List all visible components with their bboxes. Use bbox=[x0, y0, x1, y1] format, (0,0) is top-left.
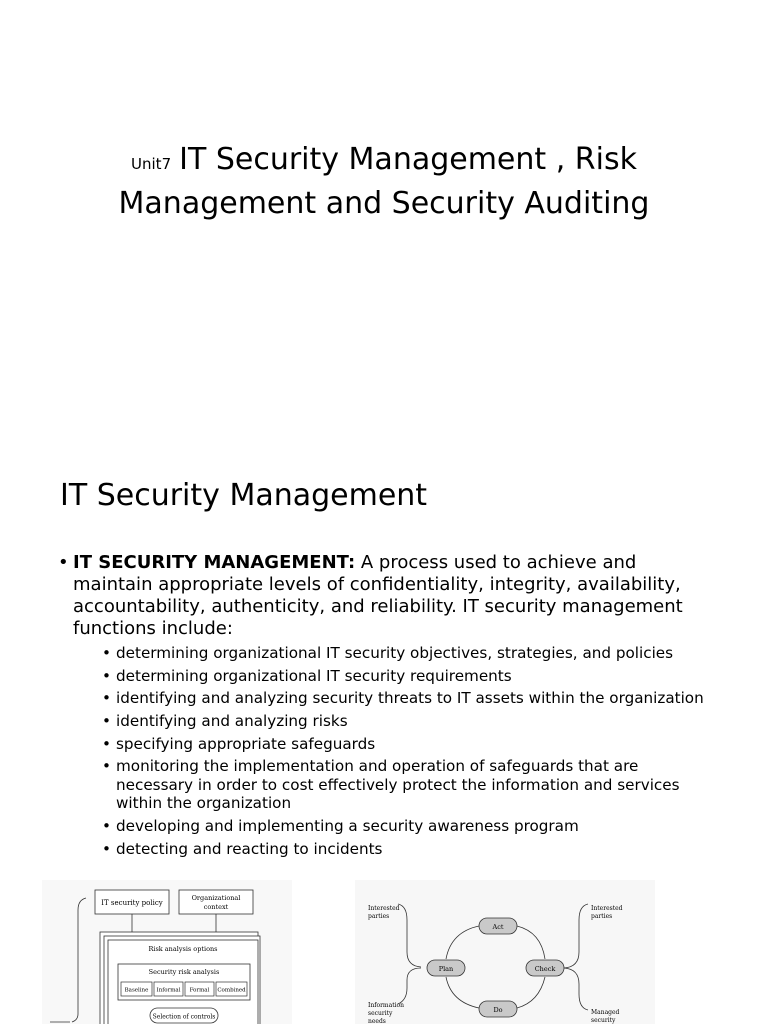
output-brace bbox=[564, 904, 588, 968]
sub-item bbox=[102, 689, 718, 708]
check-label: Check bbox=[534, 965, 556, 973]
controls-label: Selection of controls bbox=[152, 1013, 216, 1021]
unit-label: Unit7 bbox=[131, 155, 172, 173]
option-label: Informal bbox=[156, 987, 181, 994]
title-line-2: Management and Security Auditing bbox=[118, 186, 650, 221]
cycle-arrow bbox=[517, 977, 545, 1008]
sub-item bbox=[102, 840, 718, 859]
plan-label: Plan bbox=[438, 965, 454, 973]
cycle-arrow bbox=[446, 977, 479, 1008]
policy-label: IT security policy bbox=[101, 899, 163, 907]
bullet-icon: • bbox=[58, 552, 69, 573]
input-brace bbox=[398, 968, 421, 1004]
option-label: Formal bbox=[189, 987, 210, 994]
cycle-arrow bbox=[446, 926, 479, 959]
sub-item bbox=[102, 712, 718, 731]
risk-analysis-label: Security risk analysis bbox=[148, 968, 220, 976]
sub-item-text: identifying and analyzing security threats to IT assets within the organization bbox=[116, 689, 704, 708]
section-title: IT Security Management bbox=[60, 478, 428, 513]
bullet-icon: • bbox=[102, 644, 111, 662]
output-brace bbox=[564, 968, 588, 1010]
bullet-icon: • bbox=[102, 734, 111, 753]
sub-item-text: developing and implementing a security awareness program bbox=[116, 817, 579, 836]
managed-label-2: security bbox=[591, 1017, 616, 1024]
needs-label-1: Information bbox=[368, 1002, 405, 1009]
bullet-term: IT SECURITY MANAGEMENT: bbox=[73, 552, 356, 573]
input-brace bbox=[398, 904, 421, 967]
title-slide bbox=[0, 0, 768, 432]
sub-item-text: specifying appropriate safeguards bbox=[116, 734, 376, 753]
feedback-brace bbox=[72, 898, 86, 1022]
needs-label-2: security bbox=[368, 1010, 393, 1017]
sub-item-text: identifying and analyzing risks bbox=[116, 712, 348, 731]
managed-label-1: Managed bbox=[591, 1009, 620, 1016]
sub-list bbox=[73, 644, 718, 858]
sub-item-text: determining organizational IT security objectives, strategies, and policies bbox=[116, 644, 674, 662]
title-line-1 bbox=[60, 140, 708, 184]
bullet-text: A process used to achieve and maintain appropriate levels of confidentiality, integrity, availability, accountability, authenticity, and reliability. IT security management functions include: bbox=[73, 552, 683, 639]
title-text-1: IT Security Management , Risk bbox=[179, 142, 637, 177]
do-label: Do bbox=[493, 1006, 503, 1014]
interested-parties-left-1: Interested bbox=[368, 905, 400, 912]
sub-item-text: monitoring the implementation and operation of safeguards that are necessary in order to cost effectively protect the information and services within the organization bbox=[116, 757, 680, 813]
context-label-2: context bbox=[203, 903, 229, 911]
bullet-icon: • bbox=[102, 666, 111, 685]
sub-item bbox=[102, 644, 718, 663]
slide-title bbox=[60, 140, 708, 224]
option-label: Combined bbox=[217, 987, 246, 994]
interested-parties-right-1: Interested bbox=[591, 905, 623, 912]
sub-item-text: determining organizational IT security requirements bbox=[116, 666, 512, 685]
interested-parties-right-2: parties bbox=[591, 913, 613, 920]
pdca-diagram bbox=[355, 880, 655, 1024]
sub-item bbox=[102, 667, 718, 686]
needs-label-3: needs bbox=[368, 1018, 386, 1024]
bullet-icon: • bbox=[102, 712, 111, 731]
sub-item bbox=[102, 757, 718, 813]
bullet-icon: • bbox=[102, 817, 111, 836]
interested-parties-left-2: parties bbox=[368, 913, 390, 920]
risk-process-diagram bbox=[42, 880, 292, 1024]
act-label: Act bbox=[492, 923, 504, 931]
bullet-icon: • bbox=[102, 757, 111, 776]
cycle-arrow bbox=[517, 926, 545, 959]
sub-item bbox=[102, 735, 718, 754]
sub-item bbox=[102, 817, 718, 836]
bullet-icon: • bbox=[102, 689, 111, 708]
main-bullet bbox=[58, 552, 718, 858]
context-label-1: Organizational bbox=[191, 894, 241, 902]
option-label: Baseline bbox=[124, 987, 149, 994]
bullet-list bbox=[58, 552, 718, 863]
risk-options-label: Risk analysis options bbox=[148, 945, 218, 953]
bullet-icon: • bbox=[102, 839, 111, 858]
pdca-svg bbox=[355, 880, 655, 1024]
sub-item-text: detecting and reacting to incidents bbox=[116, 839, 383, 858]
risk-process-svg bbox=[42, 880, 292, 1024]
